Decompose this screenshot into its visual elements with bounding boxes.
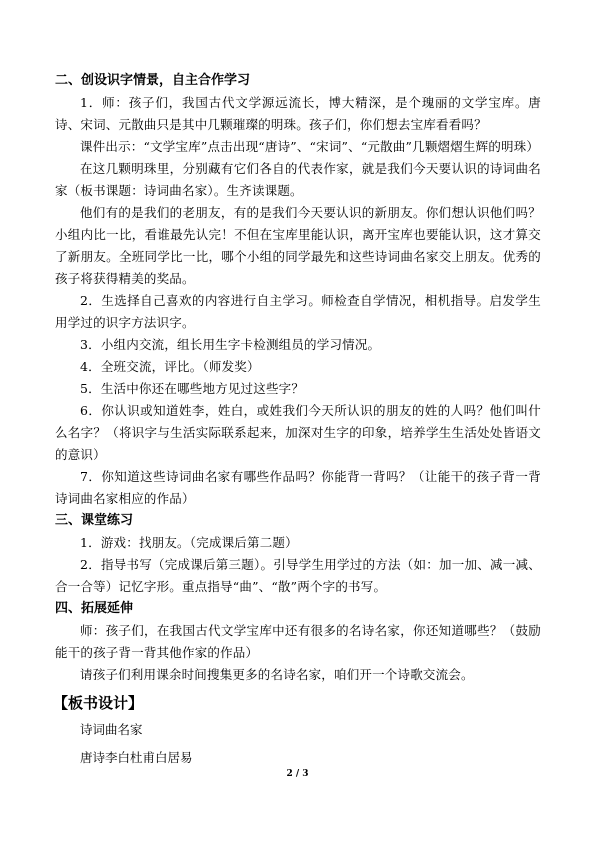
paragraph: 请孩子们利用课余时间搜集更多的名诗名家，咱们开一个诗歌交流会。 — [80, 667, 474, 682]
paragraph: 师：孩子们，在我国古代文学宝库中还有很多的名诗名家，你还知道哪些？（鼓励能干的孩子背一背其他作家的作品） — [55, 623, 541, 660]
paragraph: 他们有的是我们的老朋友，有的是我们今天要认识的新朋友。你们想认识他们吗？小组内比一比，看谁最先认完！不但在宝库里能认识，离开宝库也要能认识，这才算交了新朋友。全班同学比一比，哪个小组的同学最先和这些诗词曲名家交上朋友。优秀的孩子将获得精美的奖品。 — [55, 205, 541, 286]
page-number: 2 / 3 — [286, 769, 309, 779]
paragraph: 5．生活中你还在哪些地方见过这些字？ — [80, 381, 305, 396]
paragraph: 2．指导书写（完成课后第三题）。引导学生用学过的方法（如：加一加、减一减、合一合等）记忆字形。重点指导“曲”、“散”两个字的书写。 — [55, 557, 541, 594]
page-content — [55, 70, 541, 772]
section-heading-3: 三、课堂练习 — [55, 513, 134, 528]
paragraph: 4．全班交流，评比。（师发奖） — [80, 359, 260, 374]
section-heading-4: 四、拓展延伸 — [55, 601, 134, 616]
paragraph: 6．你认识或知道姓李，姓白，或姓我们今天所认识的朋友的姓的人吗？他们叫什么名字？（将识字与生活实际联系起来，加深对生字的印象，培养学生生活处处皆语文的意识） — [55, 403, 541, 462]
paragraph: 3．小组内交流，组长用生字卡检测组员的学习情况。 — [80, 337, 381, 352]
paragraph: 课件出示：“文学宝库”点击出现“唐诗”、“宋词”、“元散曲”几颗熠熠生辉的明珠） — [80, 139, 540, 154]
board-line: 诗词曲名家 — [80, 722, 143, 737]
paragraph: 1．游戏：找朋友。（完成课后第二题） — [80, 535, 298, 550]
board-design-heading: 【板书设计】 — [53, 694, 144, 712]
paragraph: 在这几颗明珠里，分别藏有它们各自的代表作家，就是我们今天要认识的诗词曲名家（板书课题：诗词曲名家）。生齐读课题。 — [55, 161, 541, 198]
paragraph: 1．师：孩子们，我国古代文学源远流长，博大精深，是个瑰丽的文学宝库。唐诗、宋词、元散曲只是其中几颗璀璨的明珠。孩子们，你们想去宝库看看吗？ — [55, 95, 541, 132]
section-heading-2: 二、创设识字情景，自主合作学习 — [55, 73, 251, 88]
board-line: 唐诗李白杜甫白居易 — [80, 750, 193, 765]
paragraph: 7．你知道这些诗词曲名家有哪些作品吗？你能背一背吗？（让能干的孩子背一背诗词曲名家相应的作品） — [55, 469, 541, 506]
paragraph: 2．生选择自己喜欢的内容进行自主学习。师检查自学情况，相机指导。启发学生用学过的识字方法识字。 — [55, 293, 541, 330]
